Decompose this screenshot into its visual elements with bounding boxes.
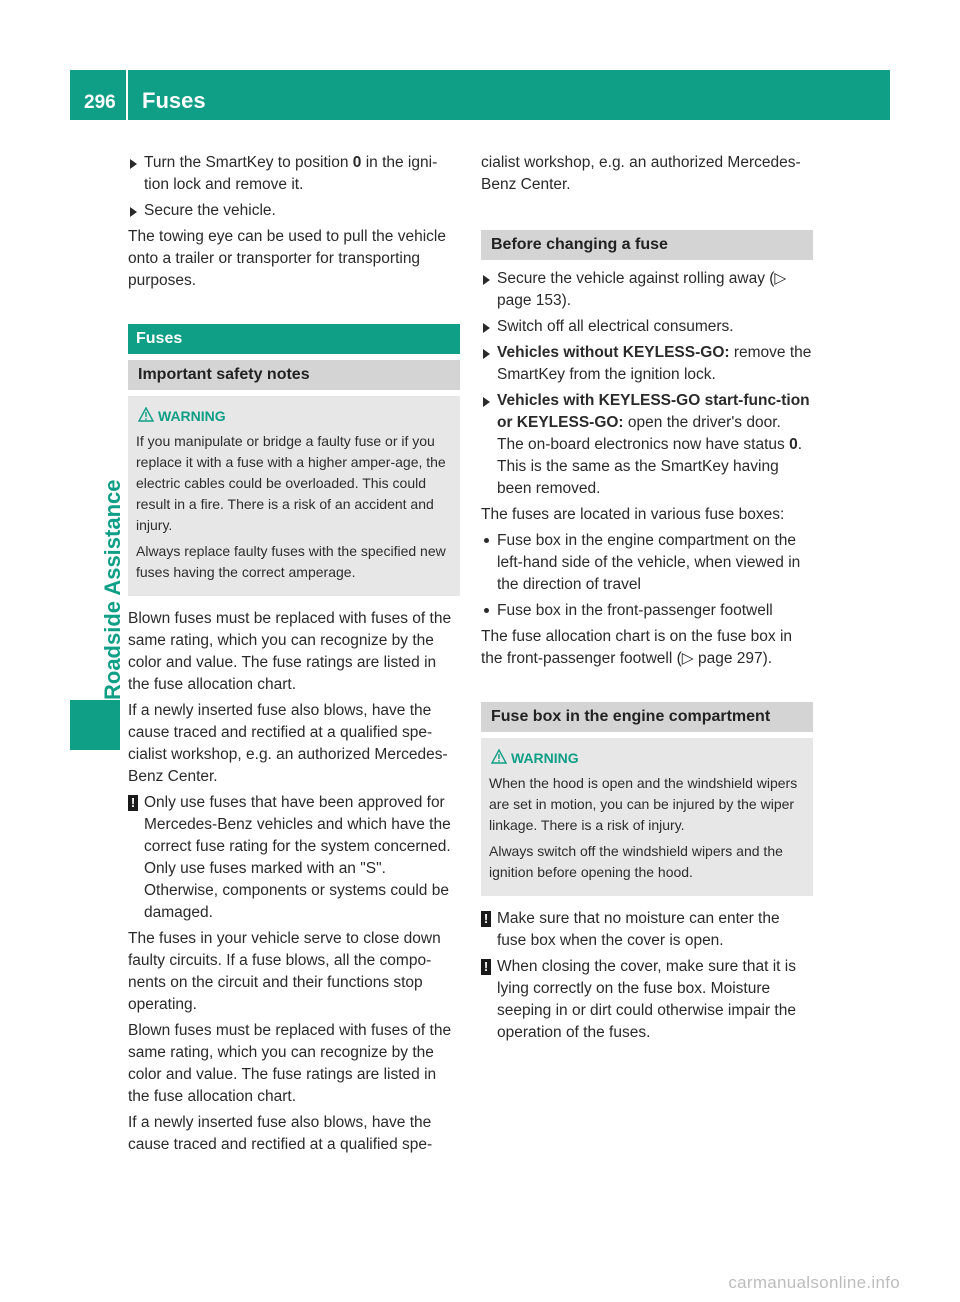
paragraph: The fuses in your vehicle serve to close down faulty circuits. If a fuse blows, all the compo-nents on the circuit and their functions stop operating.: [128, 930, 441, 1013]
paragraph: Blown fuses must be replaced with fuses of the same rating, which you can recognize by the color and value. The fuse ratings are listed in the fuse allocation chart.: [128, 1022, 452, 1105]
right-column: [481, 152, 813, 1048]
instruction-step: Secure the vehicle.: [128, 200, 460, 222]
instruction-step: Vehicles with KEYLESS-GO start-func-tion or KEYLESS-GO: open the driver's door. The on-board electronics now have status 0. This is the same as the SmartKey having been removed.: [481, 390, 813, 500]
warning-title: WARNING: [136, 406, 452, 427]
paragraph: The fuse allocation chart is on the fuse box in the front-passenger footwell (▷ page 297).: [481, 628, 793, 667]
page-title: Fuses: [142, 88, 206, 113]
page-number: 296: [84, 92, 116, 113]
instruction-step: Secure the vehicle against rolling away (▷ page 153).: [481, 268, 813, 312]
notice: ! Make sure that no moisture can enter the fuse box when the cover is open.: [481, 908, 813, 952]
warning-box: [128, 396, 460, 596]
paragraph: Blown fuses must be replaced with fuses of the same rating, which you can recognize by the color and value. The fuse ratings are listed in the fuse allocation chart.: [128, 610, 452, 693]
warning-text: When the hood is open and the windshield wipers are set in motion, you can be injured by the wiper linkage. There is a risk of injury.: [489, 775, 798, 833]
paragraph: If a newly inserted fuse also blows, have the cause traced and rectified at a qualified spe-: [128, 1114, 433, 1153]
warning-box: [481, 738, 813, 896]
exclamation-icon: !: [128, 795, 138, 811]
paragraph: The fuses are located in various fuse boxes:: [481, 506, 785, 523]
side-tab-block: [70, 700, 120, 750]
instruction-step: Switch off all electrical consumers.: [481, 316, 813, 338]
instruction-step: Turn the SmartKey to position 0 in the igni-tion lock and remove it.: [128, 152, 460, 196]
warning-text: Always replace faulty fuses with the specified new fuses having the correct amperage.: [136, 543, 446, 580]
exclamation-icon: !: [481, 911, 491, 927]
paragraph: The towing eye can be used to pull the vehicle onto a trailer or transporter for transporting purposes.: [128, 228, 446, 289]
paragraph: cialist workshop, e.g. an authorized Mercedes-Benz Center.: [481, 154, 801, 193]
list-item: Fuse box in the front-passenger footwell: [481, 600, 813, 622]
warning-triangle-icon: [138, 407, 154, 422]
list-item: Fuse box in the engine compartment on the left-hand side of the vehicle, when viewed in the direction of travel: [481, 530, 813, 596]
exclamation-icon: !: [481, 959, 491, 975]
paragraph: If a newly inserted fuse also blows, have the cause traced and rectified at a qualified spe-cialist workshop, e.g. an authorized Mercedes-Benz Center.: [128, 702, 448, 785]
notice: ! When closing the cover, make sure that it is lying correctly on the fuse box. Moisture seeping in or dirt could otherwise impair the operation of the fuses.: [481, 956, 813, 1044]
warning-triangle-icon: [491, 749, 507, 764]
header-divider: [126, 70, 128, 120]
warning-text: If you manipulate or bridge a faulty fuse or if you replace it with a fuse with a higher amper-age, the electric cables could be overloaded. This could result in a fire. There is a risk of an accident and injury.: [136, 433, 446, 533]
left-column: [128, 152, 460, 1160]
warning-text: Always switch off the windshield wipers and the ignition before opening the hood.: [489, 843, 783, 880]
subsection-heading: Important safety notes: [128, 360, 460, 390]
side-tab-label: Roadside Assistance: [100, 479, 125, 700]
subsection-heading: Before changing a fuse: [481, 230, 813, 260]
instruction-step: Vehicles without KEYLESS-GO: remove the SmartKey from the ignition lock.: [481, 342, 813, 386]
footer-watermark: carmanualsonline.info: [728, 1273, 900, 1292]
section-heading: Fuses: [128, 324, 460, 354]
warning-title: WARNING: [489, 748, 805, 769]
subsection-heading: Fuse box in the engine compartment: [481, 702, 813, 732]
notice: ! Only use fuses that have been approved for Mercedes-Benz vehicles and which have the correct fuse rating for the system concerned. Only use fuses marked with an "S". Otherwise, components or systems could be damaged.: [128, 792, 460, 924]
